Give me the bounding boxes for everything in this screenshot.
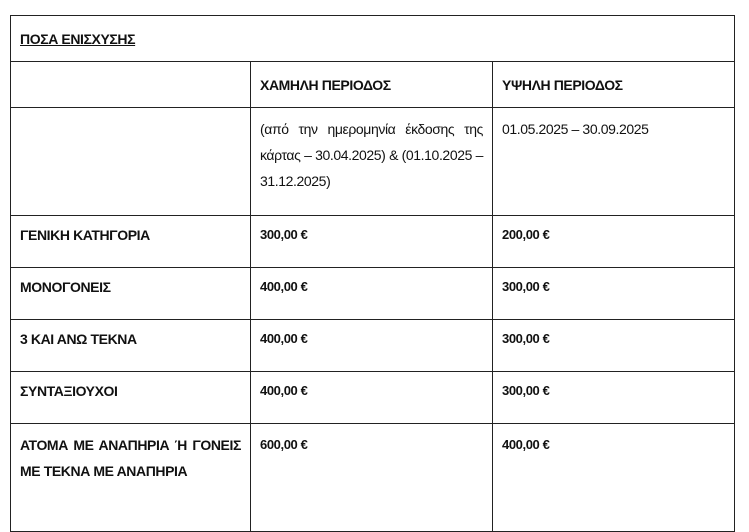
table-row bbox=[11, 372, 735, 424]
category-cell: ΓΕΝΙΚΗ ΚΑΤΗΓΟΡΙΑ bbox=[11, 216, 251, 268]
category-cell: ΜΟΝΟΓΟΝΕΙΣ bbox=[11, 268, 251, 320]
low-period-header: ΧΑΜΗΛΗ ΠΕΡΙΟΔΟΣ bbox=[251, 62, 493, 108]
high-amount-cell: 300,00 € bbox=[493, 268, 735, 320]
header-row bbox=[11, 62, 735, 108]
low-amount-cell: 400,00 € bbox=[251, 268, 493, 320]
table-title: ΠΟΣΑ ΕΝΙΣΧΥΣΗΣ bbox=[11, 16, 735, 62]
category-cell: 3 ΚΑΙ ΑΝΩ ΤΕΚΝΑ bbox=[11, 320, 251, 372]
high-amount-cell: 400,00 € bbox=[493, 424, 735, 532]
low-period-dates: (από την ημερομηνία έκδοσης της κάρτας – 30.04.2025) & (01.10.2025 – 31.12.2025) bbox=[251, 108, 493, 216]
high-period-header: ΥΨΗΛΗ ΠΕΡΙΟΔΟΣ bbox=[493, 62, 735, 108]
high-period-dates: 01.05.2025 – 30.09.2025 bbox=[493, 108, 735, 216]
table-row bbox=[11, 320, 735, 372]
high-amount-cell: 300,00 € bbox=[493, 372, 735, 424]
high-amount-cell: 300,00 € bbox=[493, 320, 735, 372]
table-row bbox=[11, 268, 735, 320]
empty-header-cell bbox=[11, 62, 251, 108]
table-row bbox=[11, 216, 735, 268]
low-amount-cell: 600,00 € bbox=[251, 424, 493, 532]
category-cell: ΣΥΝΤΑΞΙΟΥΧΟΙ bbox=[11, 372, 251, 424]
category-cell: ΑΤΟΜΑ ΜΕ ΑΝΑΠΗΡΙΑ Ή ΓΟΝΕΙΣ ΜΕ ΤΕΚΝΑ ΜΕ ΑΝΑΠΗΡΙΑ bbox=[11, 424, 251, 532]
period-dates-row bbox=[11, 108, 735, 216]
low-amount-cell: 400,00 € bbox=[251, 372, 493, 424]
low-amount-cell: 300,00 € bbox=[251, 216, 493, 268]
table-row bbox=[11, 424, 735, 532]
title-row bbox=[11, 16, 735, 62]
support-amounts-table bbox=[10, 15, 735, 532]
high-amount-cell: 200,00 € bbox=[493, 216, 735, 268]
empty-period-cell bbox=[11, 108, 251, 216]
low-amount-cell: 400,00 € bbox=[251, 320, 493, 372]
